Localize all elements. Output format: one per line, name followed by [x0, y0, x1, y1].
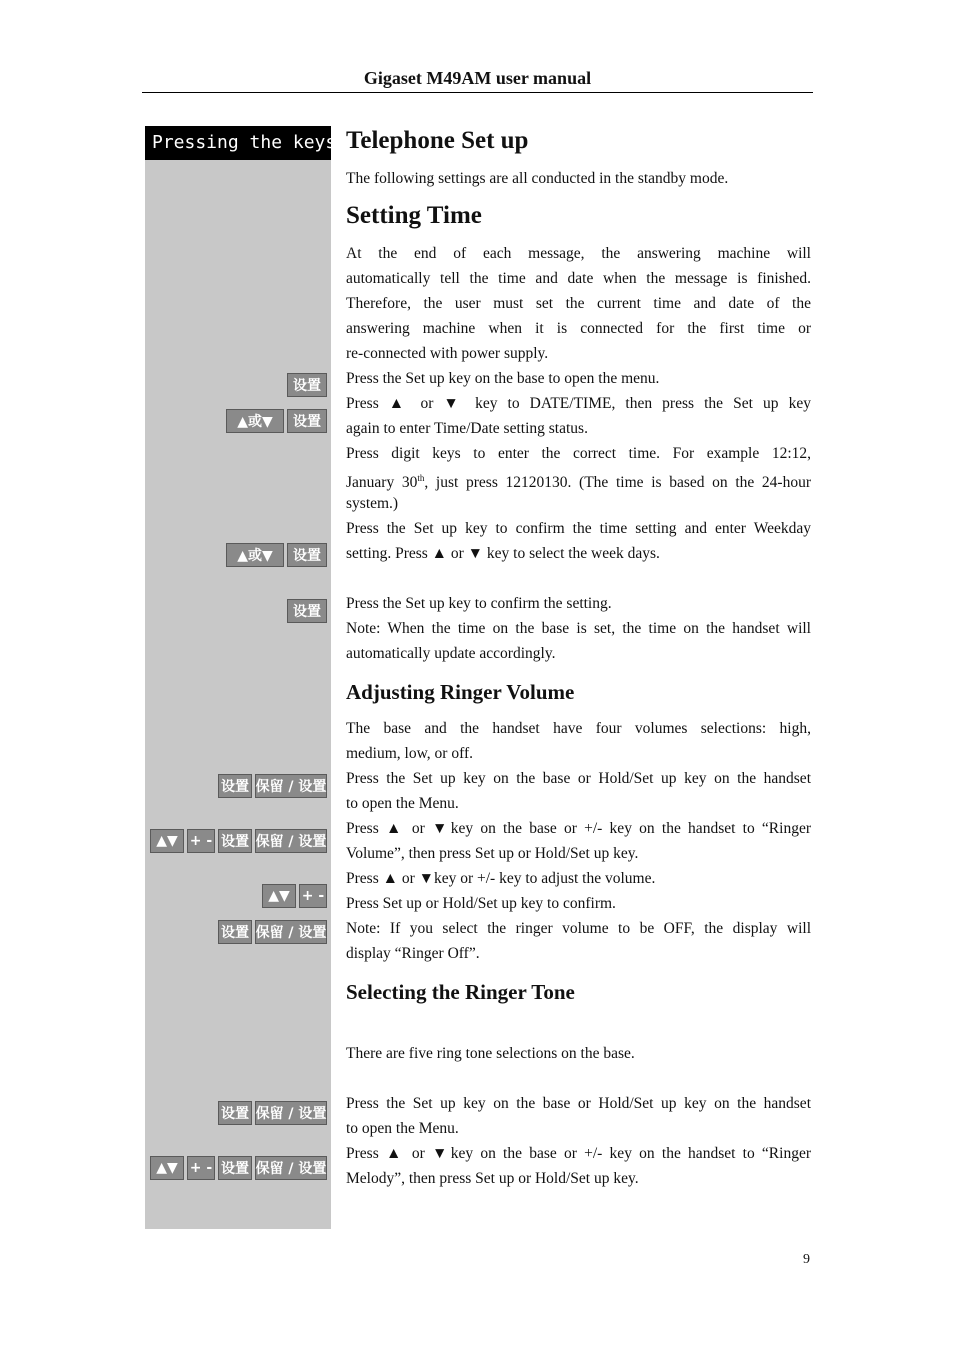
hold-setup-key-icon: 保留 / 设置 [255, 1156, 327, 1180]
text-line: medium, low, or off. [346, 745, 473, 762]
setting-time-paragraph-5 [346, 516, 811, 566]
key-sidebar [145, 126, 348, 1229]
intro-text: The following settings are all conducted in the standby mode. [346, 170, 729, 187]
text-line: Press the Set up key on the base or Hold/Set up key on the handset [346, 770, 811, 787]
key-group-setup-1 [287, 373, 327, 397]
text-line: Volume”, then press Set up or Hold/Set up key. [346, 845, 639, 862]
header-rule [142, 92, 813, 93]
key-group-setup-hold-1 [218, 774, 327, 798]
key-group-setup-2 [287, 599, 327, 623]
ringer-volume-paragraph-4: Press ▲ or ▼key or +/- key to adjust the volume. [346, 870, 656, 887]
setting-time-paragraph-3 [346, 391, 811, 441]
text-line: system.) [346, 495, 399, 512]
key-group-nav-2 [150, 1156, 327, 1180]
section-title-setting-time: Setting Time [346, 202, 482, 229]
setting-time-paragraph-1 [346, 241, 811, 366]
section-title-telephone-setup: Telephone Set up [346, 127, 529, 154]
text-line: re-connected with power supply. [346, 345, 549, 362]
ringer-tone-paragraph-3 [346, 1141, 811, 1191]
setting-time-paragraph-2: Press the Set up key on the base to open the menu. [346, 370, 660, 387]
text-line: again to enter Time/Date setting status. [346, 420, 588, 437]
text-line: setting. Press ▲ or ▼ key to select the week days. [346, 545, 660, 562]
page-number: 9 [803, 1252, 810, 1267]
setup-key-icon: 设置 [287, 409, 327, 433]
key-group-setup-hold-3 [218, 1101, 327, 1125]
plus-minus-key-icon: + - [299, 884, 327, 908]
key-group-setup-hold-2 [218, 920, 327, 944]
sidebar-heading: Pressing the keys: [145, 126, 331, 160]
ringer-tone-paragraph-1: There are five ring tone selections on the base. [346, 1045, 635, 1062]
key-group-adjust [262, 884, 327, 908]
ordinal-suffix: th [417, 473, 425, 483]
text-line [346, 466, 811, 491]
ringer-tone-paragraph-2 [346, 1091, 811, 1141]
text-line: At the end of each message, the answering machine will [346, 245, 811, 262]
text-line: Therefore, the user must set the current time and date of the [346, 295, 811, 312]
up-down-key-icon: ▲▼ [262, 884, 296, 908]
ringer-volume-paragraph-5: Press Set up or Hold/Set up key to confirm. [346, 895, 616, 912]
setup-key-icon: 设置 [287, 373, 327, 397]
ringer-volume-paragraph-1 [346, 716, 811, 766]
plus-minus-key-icon: + - [187, 1156, 215, 1180]
section-title-ringer-volume: Adjusting Ringer Volume [346, 680, 575, 704]
text-line: automatically tell the time and date when the message is finished. [346, 270, 811, 287]
text-line: Press digit keys to enter the correct time. For example 12:12, [346, 445, 811, 462]
text-line: automatically update accordingly. [346, 645, 556, 662]
setup-key-icon: 设置 [218, 1156, 252, 1180]
setup-key-icon: 设置 [218, 774, 252, 798]
up-or-down-key-icon: ▲或▼ [226, 409, 284, 433]
text-line: Melody”, then press Set up or Hold/Set up key. [346, 1170, 639, 1187]
text-line: Press the Set up key to confirm the time setting and enter Weekday [346, 520, 811, 537]
text-line: The base and the handset have four volumes selections: high, [346, 720, 811, 737]
document-header: Gigaset M49AM user manual [363, 68, 592, 88]
hold-setup-key-icon: 保留 / 设置 [255, 1101, 327, 1125]
text-line: display “Ringer Off”. [346, 945, 480, 962]
text-line: answering machine when it is connected for the first time or [346, 320, 811, 337]
setup-key-icon: 设置 [218, 920, 252, 944]
plus-minus-key-icon: + - [187, 829, 215, 853]
up-or-down-key-icon: ▲或▼ [226, 543, 284, 567]
setting-time-paragraph-6: Press the Set up key to confirm the setting. [346, 595, 612, 612]
text-fragment: , just press 12120130. (The time is based on the 24-hour [424, 474, 811, 492]
key-group-nav-1 [150, 829, 327, 853]
text-line: to open the Menu. [346, 1120, 459, 1137]
hold-setup-key-icon: 保留 / 设置 [255, 774, 327, 798]
ringer-volume-note [346, 916, 811, 966]
setup-key-icon: 设置 [218, 1101, 252, 1125]
setup-key-icon: 设置 [287, 543, 327, 567]
setup-key-icon: 设置 [287, 599, 327, 623]
up-down-key-icon: ▲▼ [150, 829, 184, 853]
text-line: Note: When the time on the base is set, the time on the handset will [346, 620, 811, 637]
setting-time-note [346, 616, 811, 666]
up-down-key-icon: ▲▼ [150, 1156, 184, 1180]
text-line: Press ▲ or ▼ key to DATE/TIME, then press the Set up key [346, 395, 811, 412]
text-line: Press the Set up key on the base or Hold/Set up key on the handset [346, 1095, 811, 1112]
ringer-volume-paragraph-3 [346, 816, 811, 866]
setup-key-icon: 设置 [218, 829, 252, 853]
key-group-updown-setup-2 [226, 543, 327, 567]
text-line: to open the Menu. [346, 795, 459, 812]
key-group-updown-setup-1 [226, 409, 327, 433]
hold-setup-key-icon: 保留 / 设置 [255, 920, 327, 944]
hold-setup-key-icon: 保留 / 设置 [255, 829, 327, 853]
ringer-volume-paragraph-2 [346, 766, 811, 816]
text-fragment: January 30 [346, 474, 418, 492]
text-line: Press ▲ or ▼key on the base or +/- key on the handset to “Ringer [346, 820, 811, 837]
section-title-ringer-tone: Selecting the Ringer Tone [346, 980, 575, 1004]
text-line: Press ▲ or ▼key on the base or +/- key on the handset to “Ringer [346, 1145, 811, 1162]
text-line: Note: If you select the ringer volume to be OFF, the display will [346, 920, 811, 937]
setting-time-paragraph-4 [346, 441, 811, 516]
